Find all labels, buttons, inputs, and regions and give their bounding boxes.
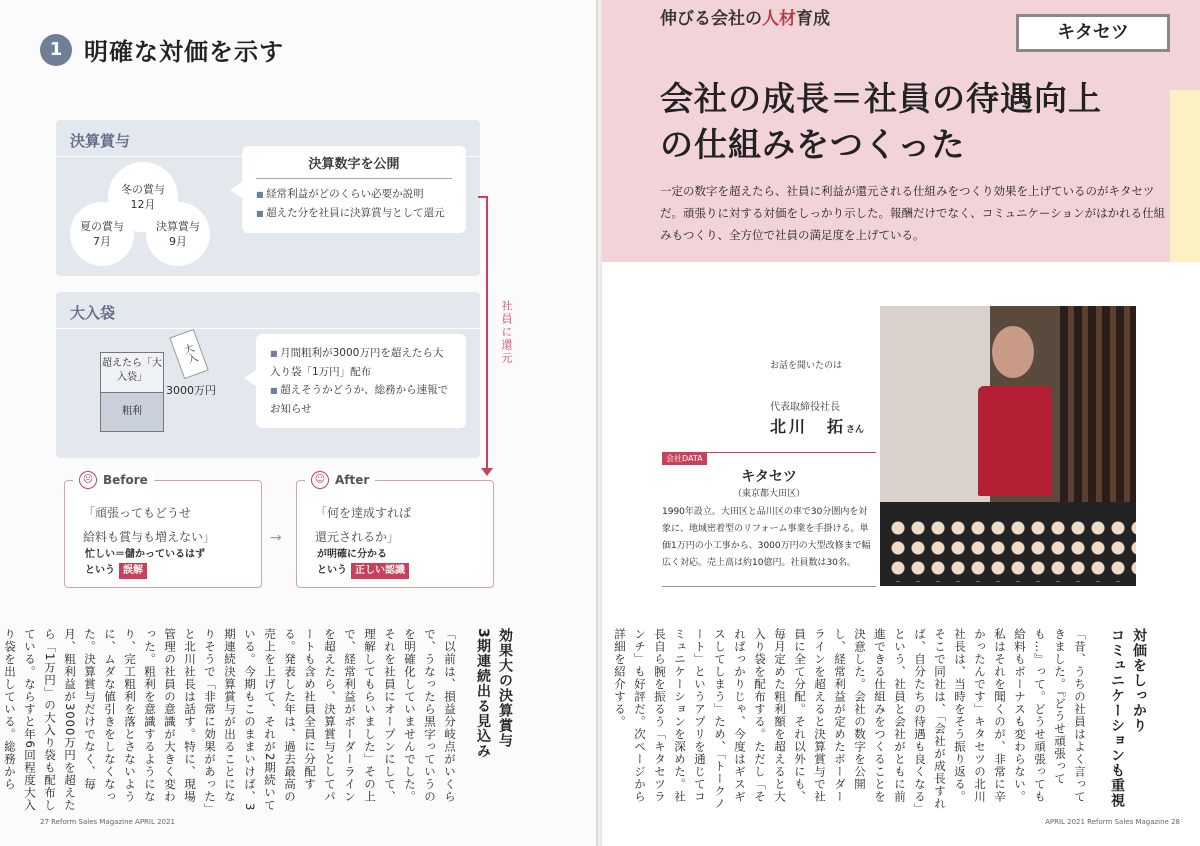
section-number-badge: 1	[40, 34, 72, 66]
after-header	[305, 471, 375, 489]
arrow-right-icon: →	[270, 530, 282, 546]
section-title: 明確な対価を示す	[84, 38, 284, 66]
bubble-item: ■ 経常利益がどのくらい必要か説明	[256, 185, 452, 204]
headline-line: の仕組みをつくった	[660, 125, 966, 164]
sticky-note	[1170, 90, 1200, 262]
company-tag: キタセツ	[1016, 14, 1170, 52]
page-folio: APRIL 2021 Reform Sales Magazine 28	[1045, 818, 1180, 826]
bonus-circle-month: 12月	[130, 198, 156, 211]
quote-line: 還元されるか」	[315, 530, 400, 544]
article-body: 「昔、うちの社員はよく言ってきました。『どうせ頑張っても…』って。どうせ頑張っても給料もボーナスも変わらない。私はそれを聞くのが、非常に辛かったんです」キタセツの北川社長は、当時をそう振り返る。そこで同社は、「会社が成長すれば、自分たちの待遇も良くなる」という、社員と会社がともに前進できる仕組みをつくることを決意した。会社の数字を公開し、経常利益が定めたボーダーラインを超えると決算賞与で社員に全て分配。それ以外にも、毎月定めた粗利額を超えると大入り袋を配布する。ただし「それぱっかりじゃ、今度はギスギスしてしまう」ため、「トークノート」というアプリを通じてコミュニケーションを深めた。社長自ら腕を振るう「キタセツランチ」も好評だ。次ページから詳細を紹介する。	[613, 628, 1087, 810]
note-line: が明確に分かる	[317, 549, 387, 560]
before-quote	[83, 501, 215, 549]
article-heading	[472, 628, 516, 808]
after-quote	[315, 501, 411, 549]
person-suffix: さん	[846, 425, 865, 435]
panel-divider	[56, 328, 480, 329]
headline-line: 会社の成長＝社員の待遇向上	[660, 79, 1102, 118]
series-title-part: 伸びる会社の	[660, 9, 762, 29]
bonus-circle	[70, 202, 134, 266]
quote-line: 給料も賞与も増えない」	[83, 530, 216, 544]
left-page	[0, 0, 598, 846]
bubble-item: ■ 超えた分を社員に決算賞与として還元	[256, 204, 452, 223]
profit-box-bottom: 粗利	[101, 393, 163, 431]
bonus-circle	[146, 202, 210, 266]
company-description: 1990年設立。大田区と品川区の車で30分圏内を対象に、地域密着型のリフォーム事業を手掛ける。単価1万円の小工事から、3000万円の大型改修まで幅広く対応。売上高は約10億円。社員数は30名。	[662, 507, 871, 568]
bonus-circle-month: 9月	[169, 235, 187, 248]
heading-line: 効果大の決算賞与	[497, 628, 513, 748]
section-header	[40, 32, 284, 67]
page-folio: 27 Reform Sales Magazine APRIL 2021	[40, 818, 175, 826]
quote-line: 「頑張ってもどうせ	[83, 506, 192, 520]
bonus-circle-label: 冬の賞与	[121, 183, 165, 196]
bubble-title: 決算数字を公開	[256, 156, 452, 179]
company-location: （東京都大田区）	[732, 489, 805, 499]
note-line: という	[85, 565, 115, 576]
heading-line: コミュニケーションも重視	[1109, 628, 1125, 808]
smile-face-icon: ☺	[311, 471, 329, 489]
kessan-bonus-panel	[56, 120, 480, 276]
misunderstanding-tag: 誤解	[119, 563, 147, 579]
series-title-accent: 人材	[762, 9, 796, 29]
company-name: キタセツ	[741, 469, 797, 485]
after-box	[296, 473, 494, 588]
panel-title: 決算賞与	[70, 132, 131, 150]
note-line: という	[317, 565, 347, 576]
flow-label: 社員に還元	[500, 300, 513, 365]
speech-bubble	[242, 146, 466, 233]
bonus-circle-label: 夏の賞与	[80, 220, 124, 233]
oiri-bukuro-panel	[56, 292, 480, 458]
series-title-part: 育成	[796, 9, 830, 29]
before-box	[64, 473, 262, 588]
company-data-tag: 会社DATA	[662, 452, 707, 465]
note-line: 忙しい＝儲かっているはず	[85, 549, 205, 560]
envelope-icon: 大入	[169, 329, 208, 379]
before-header	[73, 471, 154, 489]
article-heading	[1106, 628, 1150, 814]
before-label: Before	[103, 473, 148, 487]
lead-paragraph: 一定の数字を超えたら、社員に利益が還元される仕組みをつくり効果を上げているのがキタセツだ。頑張りに対する対価をしっかり示した。報酬だけでなく、コミュニケーションがはかれる仕組みもつくり、全方位で社員の満足度を上げている。	[660, 184, 1166, 242]
heading-line: 3期連続出る見込み	[475, 628, 491, 759]
bubble-item: ■ 超えそうかどうか、総務から速報でお知らせ	[270, 381, 452, 418]
bubble-item: ■ 月間粗利が3000万円を超えたら大入り袋「1万円」配布	[270, 344, 452, 381]
data-rule	[662, 586, 876, 587]
quote-line: 「何を達成すれば	[315, 506, 412, 520]
article-body: 「以前は、損益分岐点がいくらで、うなったら黒字っていうのを明確化していませんでした。それを社員にオープンにして、理解してもらいました」その上で、経常利益がボーダーラインを超えたら、決算賞与としてパートも含め社員全員に分配する。発表した年は、過去最高の売上を上げて、それが2期続いている。今期もこのままいけば、3期連続決算賞与が出ることになりそうで「非常に効果があった」と北川社長は話す。特に、現場管理の社員の意識が大きく変わった。粗利を意識するようになり、完工粗利を落とさないように、ムダな値引きをしなくなった。決算賞与だけでなく、毎月、粗利益が3000万円を超えたら「1万円」の大入り袋も配布している。ならすと年6回程度大入り袋を出している。総務から	[3, 628, 457, 812]
before-note	[85, 547, 205, 579]
bubble-tail	[230, 182, 242, 198]
headline	[660, 76, 1102, 168]
profit-box	[100, 352, 164, 432]
president-photo	[880, 306, 1136, 586]
bonus-circle-label: 決算賞与	[156, 220, 200, 233]
interview-label: お話を聞いたのは	[770, 361, 843, 371]
after-note	[317, 547, 409, 579]
correct-recognition-tag: 正しい認識	[351, 563, 409, 579]
person-name-text: 北川 拓	[770, 417, 847, 436]
speech-bubble	[256, 334, 466, 428]
bonus-circle-month: 7月	[93, 235, 111, 248]
threshold-amount: 3000万円	[166, 384, 216, 397]
right-page	[602, 0, 1200, 846]
panel-title: 大入袋	[70, 304, 116, 322]
sad-face-icon: ☹	[79, 471, 97, 489]
after-label: After	[335, 473, 370, 487]
series-title	[660, 4, 830, 29]
flow-line	[486, 196, 488, 470]
bubble-tail	[244, 370, 256, 386]
person-role: 代表取締役社長	[770, 402, 840, 413]
person-name	[770, 414, 864, 437]
flow-arrow-icon	[481, 468, 493, 476]
profit-box-top: 超えたら「大入袋」	[101, 353, 163, 393]
heading-line: 対価をしっかり	[1131, 628, 1147, 733]
